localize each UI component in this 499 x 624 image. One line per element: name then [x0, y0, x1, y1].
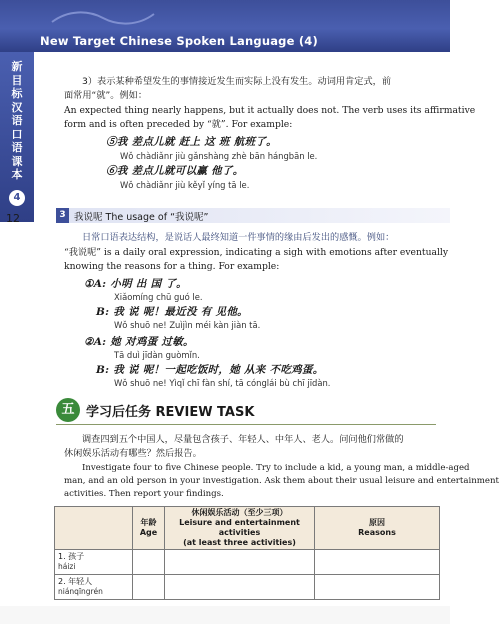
review-en1: Investigate four to five Chinese people. Try to include a kid, a young man, a middle-aged: [82, 463, 470, 473]
section3-cn: 日常口语表达结构，是说话人最终知道一件事情的缘由后发出的感慨。例如：: [82, 232, 395, 243]
example-1a-pinyin: Xiǎomíng chū guó le.: [114, 292, 203, 302]
bottom-margin: [0, 606, 450, 624]
example-6: ⑥我 差点儿就可以赢 他了。: [106, 165, 244, 177]
page-number: 12: [6, 212, 20, 225]
example-1b-pinyin: Wǒ shuō ne! Zuìjìn méi kàn jiàn tā.: [114, 320, 261, 330]
review-section-icon: 五: [56, 398, 80, 422]
table-cell-reasons[interactable]: [315, 575, 440, 600]
example-2a-pinyin: Tā duì jīdàn guòmǐn.: [114, 350, 200, 360]
review-en2: man, and an old person in your investigation. Ask them about their usual leisure and entertainment: [64, 476, 499, 486]
table-header-reasons: 原因 Reasons: [315, 507, 440, 550]
table-cell-age[interactable]: [133, 575, 165, 600]
table-row: [55, 575, 440, 600]
table-header-row: [55, 507, 440, 550]
book-title: New Target Chinese Spoken Language (4): [40, 34, 318, 48]
example-1a: ①A: 小明 出 国 了。: [84, 278, 187, 290]
review-cn2: 休闲娱乐活动有哪些？然后报告。: [64, 448, 202, 459]
example-6-pinyin: Wǒ chàdiǎnr jiù kěyǐ yíng tā le.: [120, 180, 250, 190]
review-underline: [56, 424, 436, 425]
point3-en2: form and is often preceded by “就”. For example:: [64, 119, 293, 130]
review-en3: activities. Then report your findings.: [64, 489, 224, 499]
table-header-blank: [55, 507, 133, 550]
example-2b: B: 我 说 呢！一起吃饭时，她 从来 不吃鸡蛋。: [96, 364, 324, 376]
section3-en2: knowing the reasons for a thing. For example:: [64, 261, 280, 272]
example-5-pinyin: Wǒ chàdiǎnr jiù gǎnshàng zhè bān hángbān le.: [120, 151, 318, 161]
review-title: 学习后任务 REVIEW TASK: [86, 405, 255, 420]
table-cell-age[interactable]: [133, 550, 165, 575]
section3-title: 我说呢 The usage of “我说呢”: [74, 212, 209, 223]
example-1b: B: 我 说 呢！最近没 有 见他。: [96, 306, 248, 318]
table-cell-activities[interactable]: [165, 575, 315, 600]
table-row: [55, 550, 440, 575]
point3-line2: 面常用“就”。例如：: [64, 90, 148, 101]
table-header-activities: 休闲娱乐活动（至少三项） Leisure and entertainment activities (at least three activities): [165, 507, 315, 550]
point3-line1: 3）表示某种希望发生的事情接近发生而实际上没有发生。动词用肯定式，前: [82, 76, 392, 87]
header-flourish-icon: [48, 8, 158, 28]
table-header-age: 年龄 Age: [133, 507, 165, 550]
table-row-label: 1. 孩子 háizi: [55, 550, 133, 575]
table-cell-activities[interactable]: [165, 550, 315, 575]
example-2a: ②A: 她 对鸡蛋 过敏。: [84, 336, 194, 348]
volume-badge: 4: [9, 190, 25, 206]
section3-en1: “我说呢” is a daily oral expression, indicating a sigh with emotions after eventually: [64, 247, 449, 258]
point3-en1: An expected thing nearly happens, but it actually does not. The verb uses its affirmative: [64, 105, 476, 116]
example-5: ⑤我 差点儿就 赶上 这 班 航班了。: [106, 136, 277, 148]
table-row-label: 2. 年轻人 niánqīngrén: [55, 575, 133, 600]
section3-number: 3: [56, 208, 69, 223]
table-cell-reasons[interactable]: [315, 550, 440, 575]
side-book-name: 新 目 标 汉 语 口 语 课 本: [11, 60, 23, 181]
review-task-table: [54, 506, 440, 600]
review-cn1: 调查四到五个中国人，尽量包含孩子、年轻人、中年人、老人。问问他们常做的: [82, 434, 404, 445]
example-2b-pinyin: Wǒ shuō ne! Yìqǐ chī fàn shí, tā cónglái bù chī jīdàn.: [114, 378, 331, 388]
